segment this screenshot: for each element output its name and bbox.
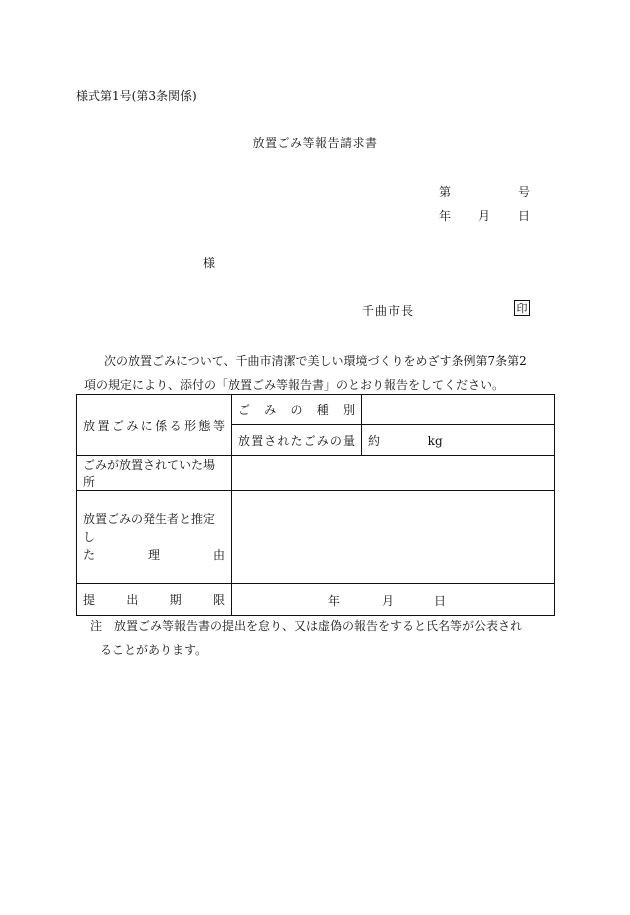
date-day-label: 日 bbox=[518, 209, 531, 223]
deadline-year: 年 bbox=[328, 594, 341, 608]
type-value-cell[interactable] bbox=[362, 395, 555, 425]
reason-label-line-1: 放置ごみの発生者と推定し bbox=[83, 512, 216, 544]
reason-label-cell bbox=[77, 491, 232, 584]
amount-label: 放置されたごみの量 bbox=[238, 433, 355, 448]
table-row bbox=[77, 456, 555, 491]
table-row bbox=[77, 491, 555, 584]
note-line-1: 注 放置ごみ等報告書の提出を怠り、又は虚偽の報告をすると氏名等が公表され bbox=[90, 619, 523, 633]
amount-value-cell[interactable] bbox=[362, 425, 555, 456]
deadline-label-cell bbox=[77, 584, 232, 616]
amount-unit: kg bbox=[427, 433, 443, 448]
deadline-month: 月 bbox=[382, 594, 395, 608]
reason-label-line-2: た理由 bbox=[83, 548, 225, 562]
location-label: ごみが放置されていた場所 bbox=[83, 458, 216, 489]
reason-value-cell[interactable] bbox=[232, 491, 555, 584]
issuer-name: 千曲市長 bbox=[362, 304, 415, 318]
seal-mark: 印 bbox=[514, 300, 530, 316]
body-line-2: 項の規定により、添付の「放置ごみ等報告書」のとおり報告をしてください。 bbox=[84, 378, 505, 392]
type-label-cell bbox=[232, 395, 362, 425]
form-label: 放置ごみに係る形態等 bbox=[83, 418, 225, 433]
number-prefix: 第 bbox=[439, 185, 452, 199]
location-value-cell[interactable] bbox=[232, 456, 555, 491]
number-suffix: 号 bbox=[518, 185, 531, 199]
note-line-2: ることがあります。 bbox=[100, 643, 208, 657]
table-row bbox=[77, 395, 555, 425]
deadline-value-cell[interactable] bbox=[232, 584, 555, 616]
amount-label-cell bbox=[232, 425, 362, 456]
request-body-text bbox=[84, 349, 560, 397]
deadline-label: 提出期限 bbox=[83, 593, 225, 607]
date-year-label: 年 bbox=[439, 209, 452, 223]
location-label-cell bbox=[77, 456, 232, 491]
document-title: 放置ごみ等報告請求書 bbox=[252, 136, 378, 150]
amount-prefix: 約 bbox=[368, 433, 381, 448]
deadline-day: 日 bbox=[434, 594, 447, 608]
table-row bbox=[77, 584, 555, 616]
report-request-table bbox=[76, 394, 555, 616]
disclosure-note bbox=[90, 614, 522, 662]
date-month-label: 月 bbox=[478, 209, 491, 223]
type-label: ごみの種別 bbox=[238, 403, 355, 417]
form-number-label: 様式第1号(第3条関係) bbox=[76, 89, 197, 103]
addressee-honorific: 様 bbox=[203, 256, 216, 270]
body-line-1: 次の放置ごみについて、千曲市清潔で美しい環境づくりをめざす条例第7条第2 bbox=[104, 354, 527, 368]
form-label-cell bbox=[77, 395, 232, 456]
